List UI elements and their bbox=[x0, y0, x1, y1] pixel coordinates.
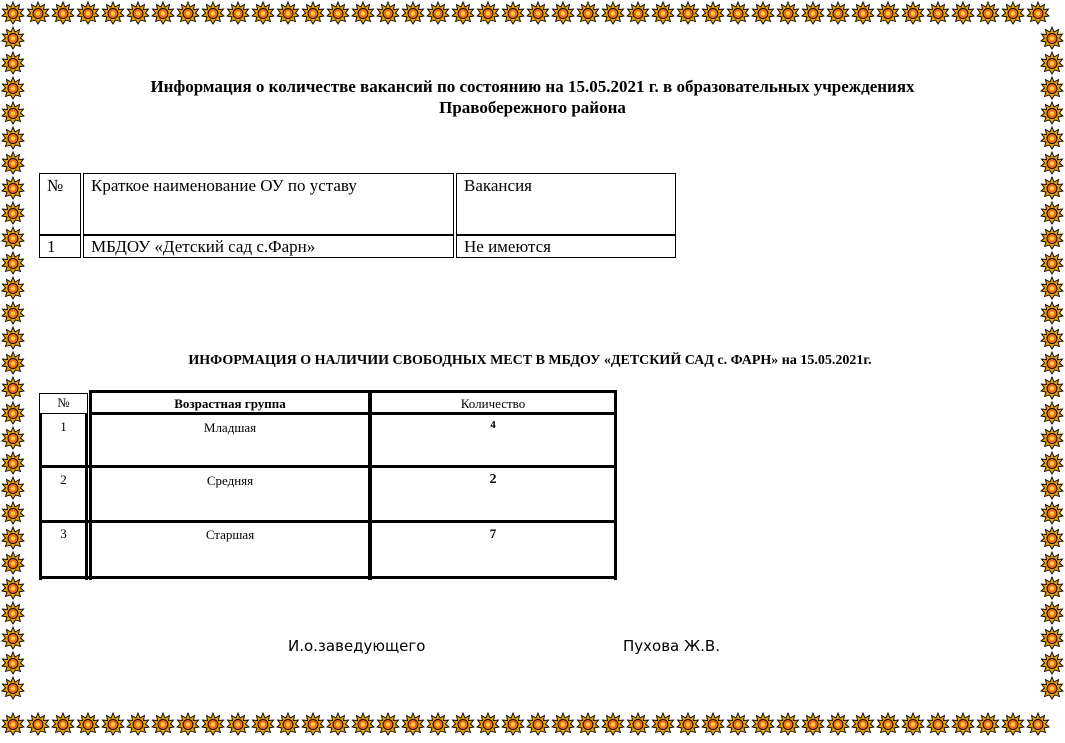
header-age-group: Возрастная группа bbox=[174, 396, 286, 411]
left-sun-border bbox=[0, 0, 26, 743]
free-places-table bbox=[39, 390, 618, 580]
bottom-sun-border bbox=[0, 707, 1065, 743]
free-places-heading: ИНФОРМАЦИЯ О НАЛИЧИИ СВОБОДНЫХ МЕСТ В МБДОУ «ДЕТСКИЙ САД с. ФАРН» на 15.05.2021г. bbox=[188, 353, 872, 368]
header-count: Количество bbox=[460, 396, 526, 411]
cell-vacancy: Не имеются bbox=[456, 235, 676, 258]
header-vacancy: Вакансия bbox=[456, 173, 676, 235]
top-sun-border bbox=[0, 0, 1065, 26]
row-age-group: Средняя bbox=[206, 473, 254, 488]
cell-institution: МБДОУ «Детский сад с.Фарн» bbox=[83, 235, 454, 258]
row-count: 7 bbox=[489, 526, 497, 541]
header-institution: Краткое наименование ОУ по уставу bbox=[83, 173, 454, 235]
right-sun-border bbox=[1037, 0, 1065, 743]
header-number: № bbox=[57, 395, 70, 410]
row-number: 3 bbox=[60, 526, 67, 541]
row-age-group: Младшая bbox=[203, 420, 257, 435]
signatory-name: Пухова Ж.В. bbox=[623, 637, 720, 655]
table-row bbox=[39, 235, 676, 258]
cell-number: 1 bbox=[39, 235, 81, 258]
header-number: № bbox=[39, 173, 81, 235]
signatory-position: И.о.заведующего bbox=[288, 637, 426, 655]
vacancy-table bbox=[37, 173, 678, 258]
title-line-2: Правобережного района bbox=[439, 98, 626, 117]
row-count: 4 bbox=[490, 419, 496, 431]
row-number: 1 bbox=[60, 419, 67, 434]
row-number: 2 bbox=[60, 472, 67, 487]
document-title bbox=[60, 76, 1005, 118]
row-age-group: Старшая bbox=[205, 527, 255, 542]
title-line-1: Информация о количестве вакансий по состоянию на 15.05.2021 г. в образовательных учреждениях bbox=[150, 77, 915, 96]
row-count: 2 bbox=[489, 472, 497, 487]
table-header-row bbox=[39, 173, 676, 235]
